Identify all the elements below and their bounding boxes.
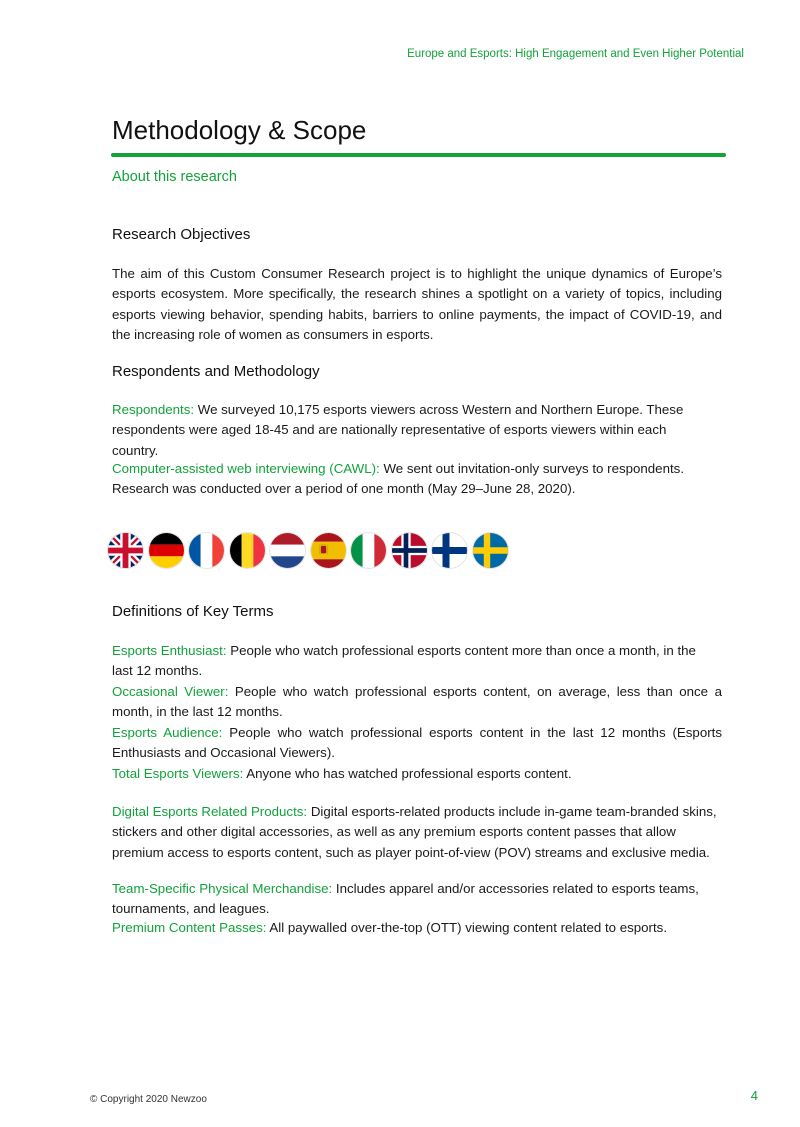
spain-flag-icon <box>311 533 346 568</box>
definition-esports-enthusiast <box>112 641 707 682</box>
definition-label: Total Esports Viewers: <box>112 766 244 781</box>
definition-physical-merchandise <box>112 879 712 920</box>
title-divider <box>111 153 726 157</box>
definition-occasional-viewer <box>112 682 722 723</box>
definition-text: All paywalled over-the-top (OTT) viewing content related to esports. <box>266 920 668 935</box>
definition-label: Esports Audience: <box>112 725 223 740</box>
germany-flag-icon <box>149 533 184 568</box>
italy-flag-icon <box>351 533 386 568</box>
country-flags-row <box>108 533 508 569</box>
definition-label: Team-Specific Physical Merchandise: <box>112 881 333 896</box>
definition-label: Respondents: <box>112 402 195 417</box>
definition-text: We surveyed 10,175 esports viewers across Western and Northern Europe. These respondents were aged 18-45 and are nationally representative of esports viewers within each country. <box>112 402 684 458</box>
definition-text: People who watch professional esports content in the last 12 months (Esports Enthusiasts and Occasional Viewers). <box>112 725 722 761</box>
definition-label: Digital Esports Related Products: <box>112 804 308 819</box>
norway-flag-icon <box>392 533 427 568</box>
definition-label: Computer-assisted web interviewing (CAWL): <box>112 461 380 476</box>
definition-text: Digital esports-related products include in-game team-branded skins, stickers and other digital accessories, as well as any premium esports content passes that allow premium access to esports content, such as player point-of-view (POV) streams and exclusive media. <box>112 804 717 860</box>
finland-flag-icon <box>432 533 467 568</box>
page-title: Methodology & Scope <box>112 115 367 145</box>
copyright-notice: © Copyright 2020 Newzoo <box>90 1094 207 1105</box>
definition-label: Occasional Viewer: <box>112 684 229 699</box>
respondents-paragraph <box>112 400 707 461</box>
page-number: 4 <box>750 1088 758 1103</box>
definition-text: People who watch professional esports content, on average, less than once a month, in the last 12 months. <box>112 684 722 720</box>
definition-text: Includes apparel and/or accessories related to esports teams, tournaments, and leagues. <box>112 881 699 917</box>
belgium-flag-icon <box>230 533 265 568</box>
section-heading-methodology: Respondents and Methodology <box>112 363 320 380</box>
page-subtitle: About this research <box>112 169 237 185</box>
definition-esports-audience <box>112 723 722 764</box>
definition-text: People who watch professional esports content more than once a month, in the last 12 months. <box>112 643 696 679</box>
sweden-flag-icon <box>473 533 508 568</box>
definition-total-esports-viewers <box>112 764 722 784</box>
cawl-paragraph <box>112 459 707 500</box>
france-flag-icon <box>189 533 224 568</box>
definition-text: We sent out invitation-only surveys to respondents. Research was conducted over a period of one month (May 29–June 28, 2020). <box>112 461 685 497</box>
definition-text: Anyone who has watched professional esports content. <box>243 766 572 781</box>
objectives-paragraph: The aim of this Custom Consumer Research project is to highlight the unique dynamics of Europe’s esports ecosystem. More specifically, the research shines a spotlight on a variety of topics, including esports viewing behavior, spending habits, barriers to online payments, the impact of COVID-19, and the increasing role of women as consumers in esports. <box>112 266 722 342</box>
netherlands-flag-icon <box>270 533 305 568</box>
definition-premium-passes <box>112 918 712 938</box>
uk-flag-icon <box>108 533 143 568</box>
definition-label: Esports Enthusiast: <box>112 643 227 658</box>
section-heading-objectives: Research Objectives <box>112 226 251 243</box>
running-header: Europe and Esports: High Engagement and Even Higher Potential <box>407 48 744 60</box>
definition-digital-products <box>112 802 717 863</box>
section-heading-definitions: Definitions of Key Terms <box>112 603 274 620</box>
definition-label: Premium Content Passes: <box>112 920 267 935</box>
